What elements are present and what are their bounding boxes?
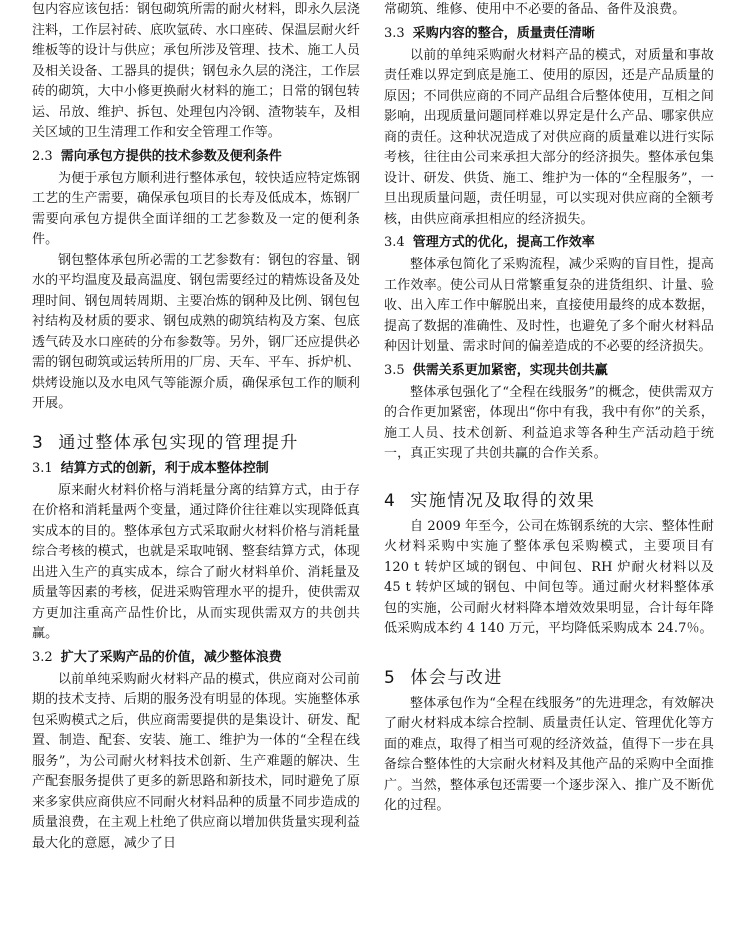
paragraph-3-3: 以前的单纯采购耐火材料产品的模式，对质量和事故责任难以界定到底是施工、使用的原因，还是产品质量的原因；不同供应商的不同产品组合后整体使用，互相之间影响，出现质量问题同样难以界定是什么产品、哪家供应商的责任。这种状况造成了对供应商的质量难以进行实际考核，往往由公司来承担大部分的经济损失。整体承包集设计、研发、供货、施工、维护为一体的“全程服务”，一旦出现质量问题，责任明显，可以实现对供应商的全额考核，由供应商承担相应的经济损失。 [384,47,714,227]
section-title: 通过整体承包实现的管理提升 [58,432,299,453]
paragraph-4: 自 2009 年至今，公司在炼钢系统的大宗、整体性耐火材料采购中实施了整体承包采购模式，主要项目有 120 t 转炉区域的钢包、中间包、RH 炉耐火材料以及 45 t 转炉区域的钢包、中间包等。通过耐火材料整体承包的实施，公司耐火材料降本增效效果明显，合计每年降低采购成本约 4 140 万元，平均降低采购成本 24.7％。 [384,518,714,636]
paragraph-continued: 常砌筑、维修、使用中不必要的备品、备件及浪费。 [384,2,686,17]
section-3-3-heading [384,24,714,44]
section-title: 供需关系更加紧密，实现共创共赢 [412,362,608,378]
section-3-heading [32,431,360,455]
section-title: 实施情况及取得的效果 [410,490,596,511]
section-3-1-heading [32,459,360,479]
section-title: 结算方式的创新，利于成本整体控制 [60,460,269,476]
paragraph-2-3-b: 钢包整体承包所必需的工艺参数有：钢包的容量、钢水的平均温度及最高温度、钢包需要经过的精炼设备及处理时间、钢包周转周期、主要冶炼的钢种及比例、钢包包衬结构及材质的要求、钢包成熟的砌筑结构及方案、包底透气砖及水口座砖的分布参数等。另外，钢厂还应提供必需的钢包砌筑或运转所用的厂房、天车、平车、拆炉机、烘烤设施以及水电风气等能源介质，确保承包工作的顺利开展。 [32,252,360,411]
paragraph-5: 整体承包作为“全程在线服务”的先进理念，有效解决了耐火材料成本综合控制、质量责任认定、管理优化等方面的难点，取得了相当可观的经济效益，值得下一步在具备综合整体性的大宗耐火材料及其他产品的采购中全面推广。当然，整体承包还需要一个逐步深入、推广及不断优化的过程。 [384,695,714,813]
paragraph-2-3-a: 为便于承包方顺利进行整体承包，较快适应特定炼钢工艺的生产需要，确保承包项目的长寿及低成本，炼钢厂需要向承包方提供全面详细的工艺参数及一定的便利条件。 [32,170,360,247]
section-title: 扩大了采购产品的价值，减少整体浪费 [60,649,282,665]
section-3-4-heading [384,233,714,253]
paragraph-3-4: 整体承包简化了采购流程，减少采购的盲目性，提高工作效率。使公司从日常繁重复杂的进货组织、计量、验收、出入库工作中解脱出来，直接使用最终的成本数据，提高了数据的准确性、及时性，也避免了多个耐火材料品种因计划量、需求时间的偏差造成的不必要的经济损失。 [384,257,714,354]
section-5-heading [384,666,714,690]
section-number: 3 [32,432,45,453]
paragraph-contract-scope: 包内容应该包括：钢包砌筑所需的耐火材料，即永久层浇注料，工作层衬砖、底吹氩砖、水口座砖、保温层耐火纤维板等的设计与供应；承包所涉及管理、技术、施工人员及相关设备、工器具的提供；钢包永久层的浇注，工作层砖的砌筑，大中小修更换耐火材料的施工；日常的钢包转运、吊放、维护、拆包、处理包内冷钢、渣物装车，及相关区域的卫生清理工作和安全管理工作等。 [32,2,360,140]
section-number: 4 [384,490,397,511]
section-3-2-heading [32,648,360,668]
section-number: 3.4 [384,235,405,250]
paragraph-3-2: 以前单纯采购耐火材料产品的模式，供应商对公司前期的技术支持、后期的服务没有明显的体现。实施整体承包采购模式之后，供应商需要提供的是集设计、研发、配置、制造、配套、安装、施工、维护为一体的“全程在线服务”，为公司耐火材料技术创新、生产难题的解决、生产配套服务提供了更多的新思路和新技术，同时避免了原来多家供应商供应不同耐火材料品种的质量不同步造成的质量浪费，在主观上杜绝了供应商以增加供货量实现利益最大化的意愿，减少了日 [32,671,360,851]
section-number: 3.3 [384,25,405,41]
section-number: 5 [384,667,397,688]
section-title: 体会与改进 [410,667,503,688]
section-title: 需向承包方提供的技术参数及便利条件 [60,148,282,164]
section-number: 3.2 [32,649,53,665]
section-title: 采购内容的整合，质量责任清晰 [412,25,595,41]
section-2-3-heading [32,147,360,167]
paragraph-3-1: 原来耐火材料价格与消耗量分离的结算方式，由于存在价格和消耗量两个变量，通过降价往往难以实现降低真实成本的目的。整体承包方式采取耐火材料价格与消耗量综合考核的模式，也就是采取吨钢、整套结算方式，体现出进入生产的真实成本，综合了耐火材料单价、消耗量及质量等因素的考核，促进采购管理水平的提升，使供需双方更加注重高产品性价比，从而实现供需双方的共创共赢。 [32,482,360,641]
paragraph-3-5: 整体承包强化了“全程在线服务”的概念，使供需双方的合作更加紧密，体现出“你中有我，我中有你”的关系，施工人员、技术创新、利益追求等各种生产活动趋于统一，真正实现了共创共赢的合作关系。 [384,384,714,461]
section-4-heading [384,489,714,513]
section-3-5-heading [384,361,714,381]
section-title: 管理方式的优化，提高工作效率 [412,235,595,250]
left-column [32,0,360,854]
section-number: 3.1 [32,460,53,476]
section-number: 2.3 [32,148,53,164]
right-column [384,0,714,817]
section-number: 3.5 [384,362,405,378]
